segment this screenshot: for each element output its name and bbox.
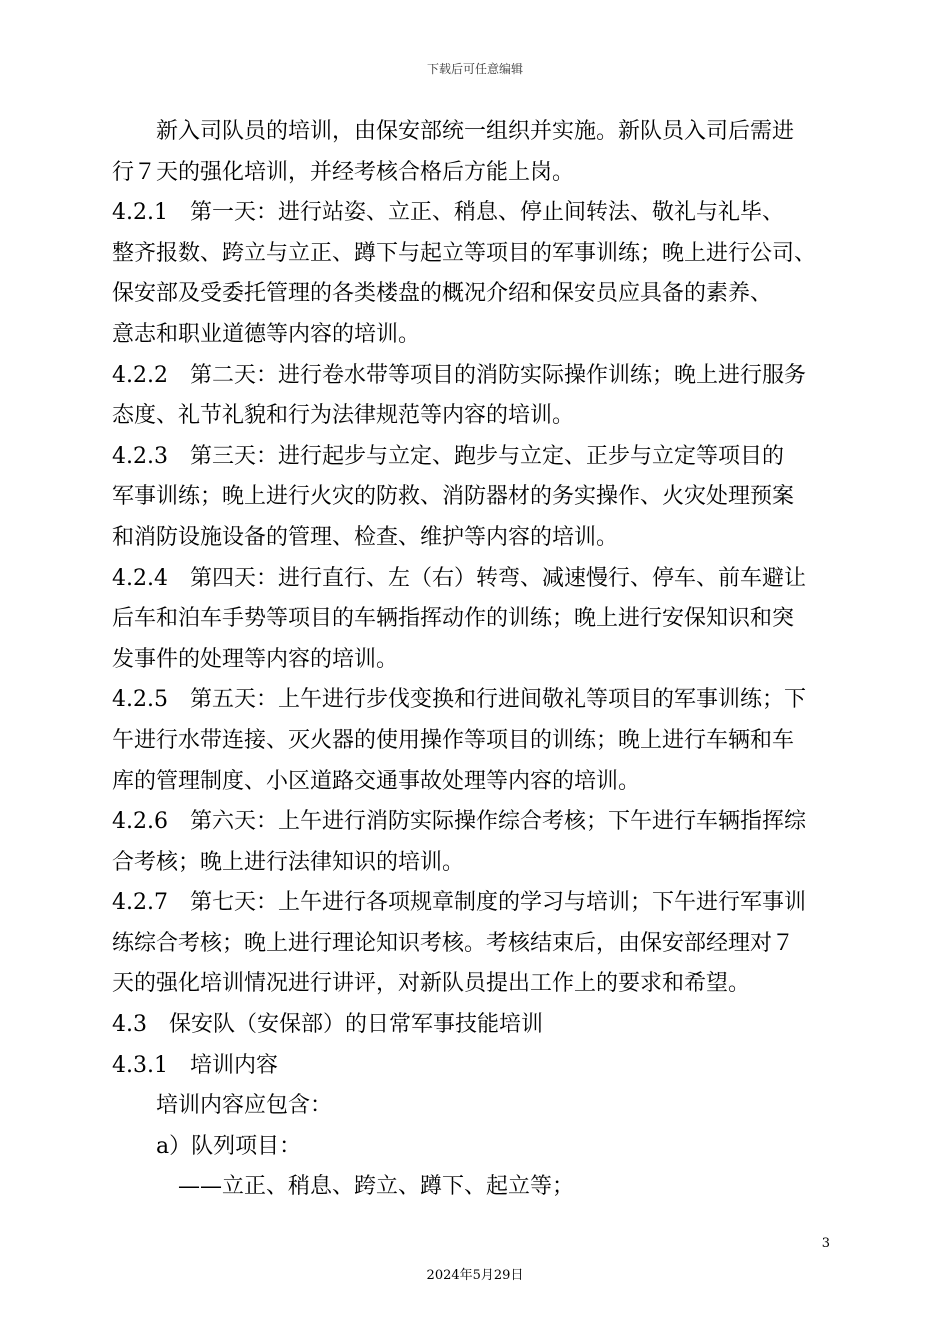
section-4-2-6-line-2: 合考核；晚上进行法律知识的培训。 <box>112 849 465 875</box>
section-4-2-2-line-2: 态度、礼节礼貌和行为法律规范等内容的培训。 <box>112 403 575 429</box>
section-4-2-4-line-1: 4.2.4 第四天：进行直行、左（右）转弯、减速慢行、停车、前车避让 <box>112 565 806 591</box>
footer-date: 2024年5月29日 <box>426 1268 524 1283</box>
section-4-2-2-line-1: 4.2.2 第二天：进行卷水带等项目的消防实际操作训练；晚上进行服务 <box>112 362 806 388</box>
section-4-2-3-line-3: 和消防设施设备的管理、检查、维护等内容的培训。 <box>112 524 619 550</box>
section-4-2-1-line-1: 4.2.1 第一天：进行站姿、立正、稍息、停止间转法、敬礼与礼毕、 <box>112 200 784 226</box>
page-number: 3 <box>821 1236 830 1251</box>
section-4-2-4-line-2: 后车和泊车手势等项目的车辆指挥动作的训练；晚上进行安保知识和突 <box>112 606 795 632</box>
section-4-2-6-line-1: 4.2.6 第六天：上午进行消防实际操作综合考核；下午进行车辆指挥综 <box>112 809 806 835</box>
section-4-2-5-line-3: 库的管理制度、小区道路交通事故处理等内容的培训。 <box>112 768 641 794</box>
section-4-2-3-line-2: 军事训练；晚上进行火灾的防救、消防器材的务实操作、火灾处理预案 <box>112 484 795 510</box>
section-4-3-heading: 4.3 保安队（安保部）的日常军事技能培训 <box>112 1012 543 1038</box>
section-4-2-1-line-3: 保安部及受委托管理的各类楼盘的概况介绍和保安员应具备的素养、 <box>112 281 773 307</box>
paragraph-intro-line-1: 新入司队员的培训，由保安部统一组织并实施。新队员入司后需进 <box>156 119 795 144</box>
section-4-3-1-heading: 4.3.1 培训内容 <box>112 1052 278 1078</box>
section-4-2-5-line-1: 4.2.5 第五天：上午进行步伐变换和行进间敬礼等项目的军事训练；下 <box>112 687 806 713</box>
section-4-2-1-line-4: 意志和职业道德等内容的培训。 <box>112 321 421 347</box>
section-4-2-7-line-1: 4.2.7 第七天：上午进行各项规章制度的学习与培训；下午进行军事训 <box>112 890 806 916</box>
section-4-2-3-line-1: 4.2.3 第三天：进行起步与立定、跑步与立定、正步与立定等项目的 <box>112 443 784 469</box>
section-4-2-5-line-2: 午进行水带连接、灭火器的使用操作等项目的训练；晚上进行车辆和车 <box>112 727 795 753</box>
section-4-2-1-line-2: 整齐报数、跨立与立正、蹲下与起立等项目的军事训练；晚上进行公司、 <box>112 240 817 266</box>
training-content-intro: 培训内容应包含： <box>156 1093 333 1119</box>
document-body <box>112 112 832 1208</box>
list-item-a: a）队列项目： <box>156 1133 302 1159</box>
section-4-2-7-line-3: 天的强化培训情况进行讲评，对新队员提出工作上的要求和希望。 <box>112 971 751 997</box>
section-4-2-4-line-3: 发事件的处理等内容的培训。 <box>112 646 399 672</box>
paragraph-intro-line-2: 行７天的强化培训，并经考核合格后方能上岗。 <box>112 159 575 185</box>
section-4-2-7-line-2: 练综合考核；晚上进行理论知识考核。考核结束后，由保安部经理对７ <box>112 930 795 956</box>
header-note: 下载后可任意编辑 <box>426 62 523 76</box>
list-subitem-dash: ——立正、稍息、跨立、蹲下、起立等； <box>178 1174 575 1200</box>
